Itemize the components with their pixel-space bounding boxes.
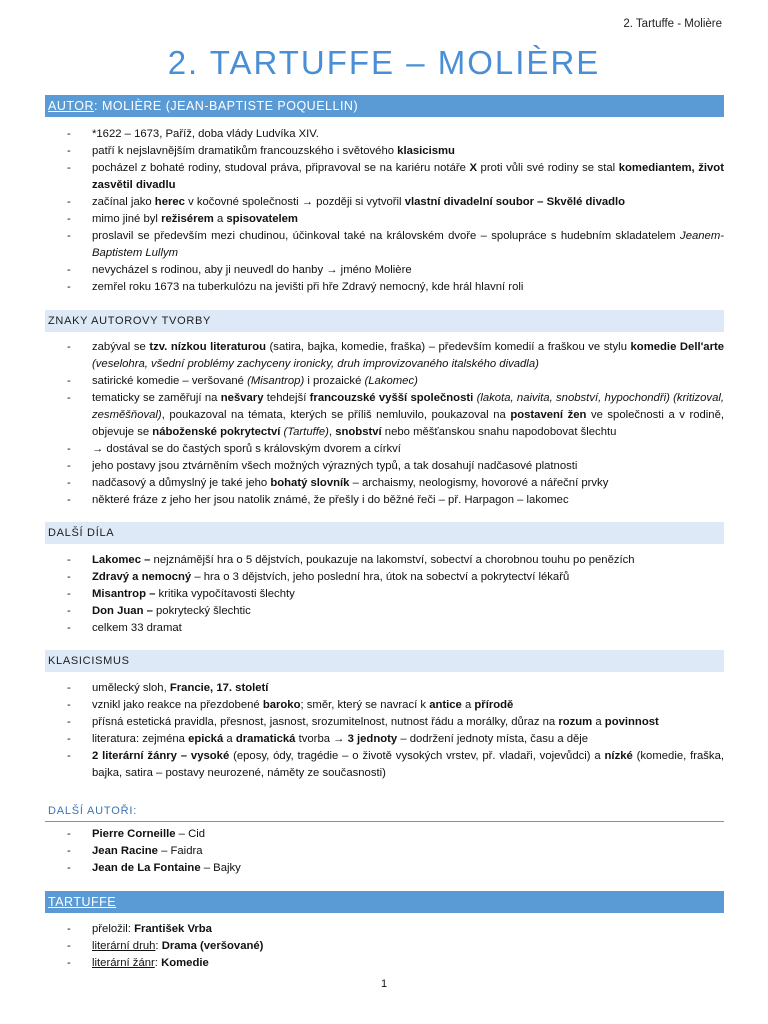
text-run: pokrytecký šlechtic (152, 605, 251, 617)
text-run: a (213, 213, 227, 225)
section-heading-tartuffe (45, 891, 724, 913)
text-run: ve společnosti a v rodině, objevuje se (92, 409, 724, 438)
list-item (45, 262, 724, 279)
section-autor (45, 95, 724, 296)
text-run: (komedie, fraška, bajka, satira – postavy neurozené, náměty ze současnosti) (92, 750, 724, 779)
list-item (45, 826, 724, 843)
list-item (45, 714, 724, 731)
text-run: a (461, 699, 475, 711)
text-run: proslavil se především mezi chudinou, účinkoval také na královském dvoře – spolupráce s hudebním skladatelem (92, 230, 681, 242)
list-item (45, 955, 724, 972)
text-run: tehdejší (263, 392, 310, 404)
text-run: (veselohra, všední problémy zachyceny ironicky, druh improvizovaného italského divadla) (92, 358, 539, 370)
section-dalsi-autori (45, 801, 724, 877)
text-run: Drama (veršované) (161, 940, 264, 952)
text-run: epická (188, 733, 224, 745)
text-run: (Lakomec) (364, 375, 418, 387)
text-run: klasicismu (397, 145, 455, 157)
text-run: a (592, 716, 605, 728)
section-heading-dalsi-dila: DALŠÍ DÍLA (45, 522, 724, 544)
section-klasicismus (45, 650, 724, 782)
section-znaky (45, 310, 724, 509)
list-item (45, 748, 724, 782)
page-title: 2. TARTUFFE – MOLIÈRE (167, 44, 601, 81)
list-item (45, 603, 724, 620)
text-run: nadčasový a důmyslný je také jeho (92, 477, 271, 489)
list-item (45, 279, 724, 296)
text-run: spisovatelem (226, 213, 298, 225)
text-run: Zdravý a nemocný (92, 571, 192, 583)
list-item (45, 441, 724, 458)
text-run: (Misantrop) (247, 375, 305, 387)
text-run: František Vrba (134, 923, 212, 935)
text-run: literární druh (92, 940, 156, 952)
heading-tartuffe-label: TARTUFFE (48, 895, 117, 909)
text-run: Don Juan – (92, 605, 153, 617)
list-item (45, 569, 724, 586)
text-run: Pierre Corneille (92, 828, 176, 840)
text-run: 2 literární žánry – vysoké (92, 750, 230, 762)
text-run: nejznámější hra o 5 dějstvích, poukazuje na lakomství, sobectví a chorobnou touhu po penězích (150, 554, 635, 566)
list-item (45, 731, 724, 748)
text-run: rozum (558, 716, 593, 728)
text-run: zemřel roku 1673 na tuberkulózu na jevišti při hře Zdravý nemocný, kde hrál hlavní roli (92, 281, 524, 293)
text-run: herec (154, 196, 185, 208)
text-run: Jean de La Fontaine (92, 862, 201, 874)
page-number: 1 (380, 978, 388, 990)
znaky-list (45, 339, 724, 509)
heading-autor-rest: : MOLIÈRE (JEAN-BAPTISTE POQUELLIN) (94, 99, 359, 113)
list-item (45, 160, 724, 194)
text-run: snobství (335, 426, 382, 438)
text-run: : (155, 940, 162, 952)
section-heading-znaky: ZNAKY AUTOROVY TVORBY (45, 310, 724, 332)
list-item (45, 921, 724, 938)
text-run: – Faidra (157, 845, 203, 857)
text-run: 3 jednoty (347, 733, 398, 745)
text-run: – Bajky (200, 862, 241, 874)
list-item (45, 620, 724, 637)
text-run: , poukazoval na témata, kterých se příliš nemluvilo, poukazoval na (161, 409, 511, 421)
text-run: – Cid (175, 828, 206, 840)
text-run: patří k nejslavnějším dramatikům francouzského i světového (92, 145, 398, 157)
text-run: Jeanem-Baptistem Lullym (92, 230, 724, 259)
list-item (45, 126, 724, 143)
text-run: přeložil: (92, 923, 135, 935)
text-run: komediantem, život zasvětil divadlu (92, 162, 724, 191)
list-item (45, 680, 724, 697)
running-header: 2. Tartuffe - Molière (623, 18, 722, 30)
list-item (45, 938, 724, 955)
text-run: ; směr, který se navrací k (300, 699, 430, 711)
list-item (45, 860, 724, 877)
text-run: bohatý slovník (270, 477, 350, 489)
text-run: – hra o 3 dějstvích, jeho poslední hra, útok na sobectví a pokrytectví lékařů (191, 571, 570, 583)
text-run: Lakomec – (92, 554, 151, 566)
text-run: tematicky se zaměřují na (92, 392, 221, 404)
text-run: – archaismy, neologismy, hovorové a nářeční prvky (349, 477, 609, 489)
list-item (45, 475, 724, 492)
text-run: – dodržení jednoty místa, času a děje (397, 733, 589, 745)
list-item (45, 697, 724, 714)
text-run: antice (429, 699, 462, 711)
text-run: zabýval se (92, 341, 150, 353)
list-item (45, 228, 724, 262)
list-item (45, 211, 724, 228)
list-item (45, 339, 724, 373)
text-run: , (328, 426, 336, 438)
text-run: tzv. nízkou literaturou (149, 341, 267, 353)
list-item (45, 373, 724, 390)
text-run: (lakota, naivita, snobství, hypochondři) (kritizoval, zesměšňoval) (92, 392, 725, 421)
text-run: francouzské vyšší společnosti (309, 392, 474, 404)
text-run: vznikl jako reakce na přezdobené (92, 699, 263, 711)
text-run: režisérem (161, 213, 214, 225)
text-run: → dostával se do častých sporů s královským dvorem a církví (92, 443, 401, 455)
klasicismus-list (45, 680, 724, 782)
list-item (45, 194, 724, 211)
text-run: (satira, bajka, komedie, fraška) – především komedií a fraškou ve stylu (266, 341, 631, 353)
section-tartuffe (45, 891, 724, 972)
text-run: povinnost (604, 716, 659, 728)
text-run: některé fráze z jeho her jsou natolik známé, že přešly i do běžné řeči – př. Harpagon – lakomec (92, 494, 569, 506)
text-run: náboženské pokrytectví (152, 426, 281, 438)
text-run: satirické komedie – veršované (92, 375, 248, 387)
text-run: X (469, 162, 477, 174)
list-item (45, 492, 724, 509)
text-run: Francie, 17. století (169, 682, 269, 694)
list-item (45, 458, 724, 475)
text-run: začínal jako (92, 196, 155, 208)
heading-autor-label: AUTOR (48, 99, 95, 113)
text-run: nebo měšťanskou snahu napodobovat šlechtu (381, 426, 617, 438)
tartuffe-list (45, 921, 724, 972)
text-run: umělecký sloh, (92, 682, 170, 694)
text-run: i prozaické (304, 375, 365, 387)
text-run: nevycházel s rodinou, aby ji neuvedl do hanby → jméno Molière (92, 264, 412, 276)
list-item (45, 143, 724, 160)
text-run: literární žánr (92, 957, 155, 969)
list-item (45, 552, 724, 569)
dalsi-autori-list (45, 826, 724, 877)
text-run: nízké (604, 750, 633, 762)
text-run: Misantrop – (92, 588, 156, 600)
section-heading-autor (45, 95, 724, 117)
list-item (45, 390, 724, 441)
text-run: nešvary (220, 392, 264, 404)
text-run: celkem 33 dramat (92, 622, 182, 634)
text-run: přísná estetická pravidla, přesnost, jasnost, srozumitelnost, nutnost řádu a morálky, důraz na (92, 716, 559, 728)
text-run: v kočovné společnosti → později si vytvořil (184, 196, 405, 208)
text-run: literatura: zejména (92, 733, 189, 745)
text-run: Jean Racine (92, 845, 158, 857)
text-run: přírodě (474, 699, 514, 711)
text-run: (eposy, ódy, tragédie – o životě vysokých vrstev, př. vladaři, vojevůdci) a (229, 750, 605, 762)
text-run: baroko (262, 699, 301, 711)
text-run: a (223, 733, 236, 745)
text-run: pocházel z bohaté rodiny, studoval práva, připravoval se na kariéru notáře (92, 162, 470, 174)
text-run: *1622 – 1673, Paříž, doba vlády Ludvíka XIV. (92, 128, 319, 140)
text-run: mimo jiné byl (92, 213, 162, 225)
dalsi-dila-list (45, 552, 724, 637)
text-run: tvorba → (295, 733, 348, 745)
section-heading-dalsi-autori: DALŠÍ AUTOŘI: (45, 801, 724, 822)
text-run: (Tartuffe) (283, 426, 329, 438)
text-run: kritika vypočítavosti šlechty (155, 588, 295, 600)
autor-list (45, 126, 724, 296)
text-run: proti vůli své rodiny se stal (477, 162, 619, 174)
section-heading-klasicismus: KLASICISMUS (45, 650, 724, 672)
list-item (45, 843, 724, 860)
text-run: Komedie (161, 957, 209, 969)
text-run: : (154, 957, 162, 969)
text-run: postavení žen (510, 409, 587, 421)
text-run: vlastní divadelní soubor – Skvělé divadlo (404, 196, 626, 208)
list-item (45, 586, 724, 603)
section-dalsi-dila (45, 522, 724, 637)
text-run: komedie Dell'arte (630, 341, 725, 353)
text-run: dramatická (235, 733, 296, 745)
text-run: jeho postavy jsou ztvárněním všech možných výrazných typů, a tak dosahují nadčasové platnosti (92, 460, 578, 472)
